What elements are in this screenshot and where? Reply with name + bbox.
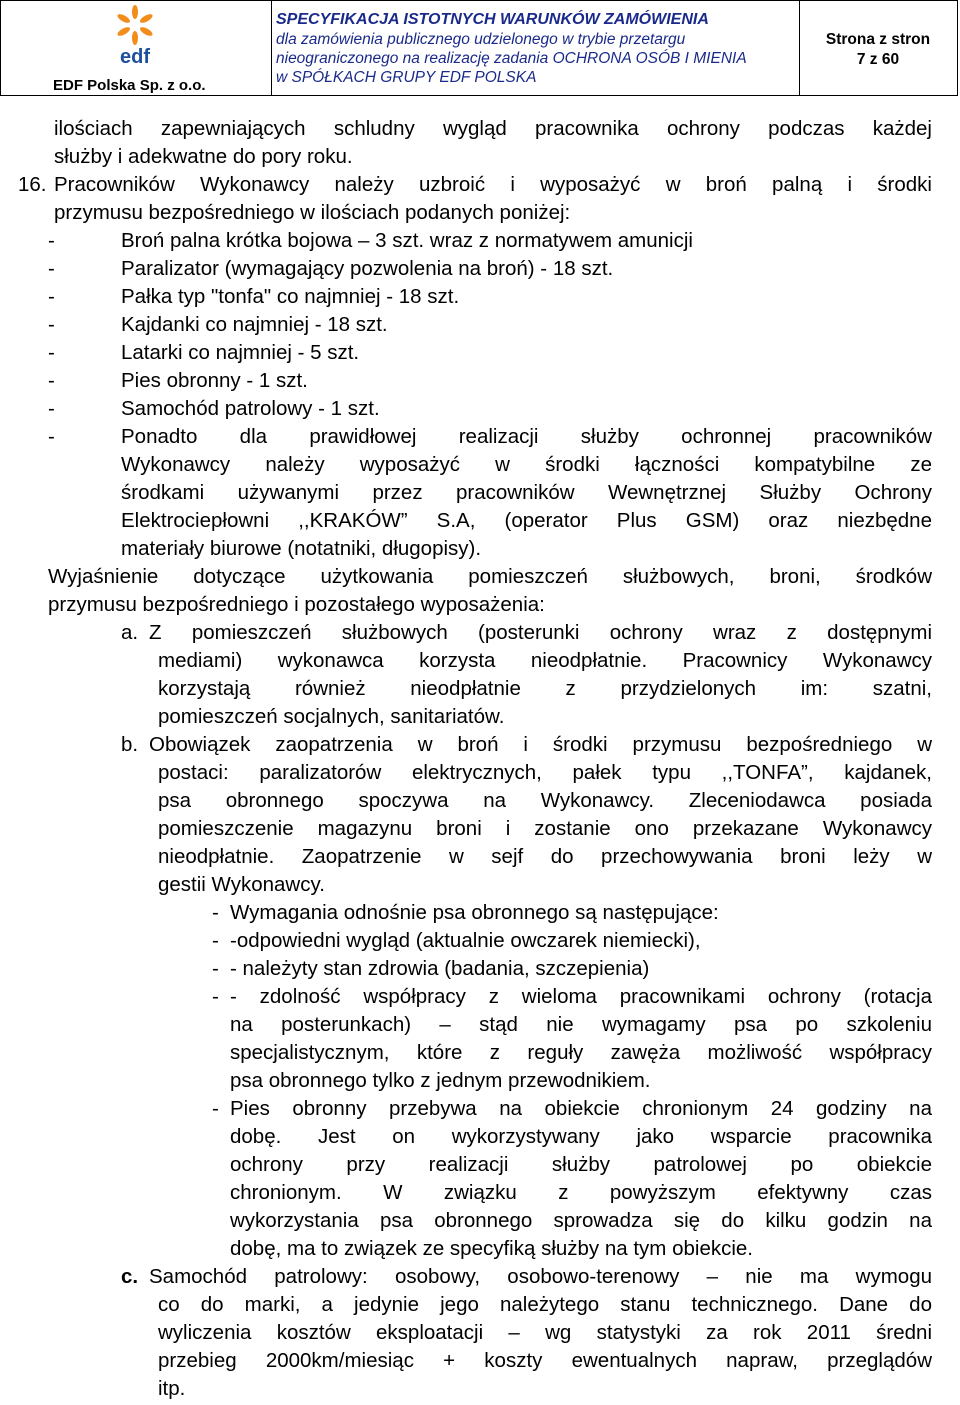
list-dash: - bbox=[48, 425, 55, 448]
list-dash: - bbox=[212, 929, 219, 952]
list-item: Latarki co najmniej - 5 szt. bbox=[121, 341, 360, 364]
spec-subtitle-line: dla zamówienia publicznego udzielonego w trybie przetargu bbox=[276, 31, 686, 48]
page-number: 7 z 60 bbox=[856, 51, 900, 68]
text-line: środkami używanymi przez pracowników Wewnętrznej Służby Ochrony bbox=[121, 481, 932, 504]
list-dash: - bbox=[48, 313, 55, 336]
spec-subtitle-line: nieograniczonego na realizację zadania OCHRONA OSÓB I MIENIA bbox=[276, 50, 747, 67]
text-line: Pracowników Wykonawcy należy uzbroić i wyposażyć w broń palną i środki bbox=[54, 173, 932, 196]
text-line: Samochód patrolowy: osobowy, osobowo-terenowy – nie ma wymogu bbox=[149, 1265, 932, 1288]
list-dash: - bbox=[212, 985, 219, 1008]
text-line: Wyjaśnienie dotyczące użytkowania pomieszczeń służbowych, broni, środków bbox=[48, 565, 932, 588]
text-line: wyliczenia kosztów eksploatacji – wg statystyki za rok 2011 średni bbox=[158, 1321, 932, 1344]
list-item: Paralizator (wymagający pozwolenia na broń) - 18 szt. bbox=[121, 257, 614, 280]
list-item: Broń palna krótka bojowa – 3 szt. wraz z normatywem amunicji bbox=[121, 229, 693, 252]
list-item: Samochód patrolowy - 1 szt. bbox=[121, 397, 380, 420]
list-dash: - bbox=[212, 1097, 219, 1120]
text-line: Z pomieszczeń służbowych (posterunki ochrony wraz z dostępnymi bbox=[149, 621, 932, 644]
text-line: ilościach zapewniających schludny wygląd pracownika ochrony podczas każdej bbox=[54, 117, 932, 140]
edf-logo bbox=[111, 5, 159, 67]
page-label: Strona z stron bbox=[825, 31, 931, 48]
text-line: psa obronnego tylko z jednym przewodnikiem. bbox=[230, 1069, 651, 1092]
item-label: a. bbox=[121, 621, 139, 644]
text-line: co do marki, a jedynie jego należytego stanu technicznego. Dane do bbox=[158, 1293, 932, 1316]
list-item: Kajdanki co najmniej - 18 szt. bbox=[121, 313, 388, 336]
header-logo-cell bbox=[1, 1, 272, 95]
text-line: materiały biurowe (notatniki, długopisy). bbox=[121, 537, 482, 560]
text-line: -odpowiedni wygląd (aktualnie owczarek niemiecki), bbox=[230, 929, 701, 952]
list-dash: - bbox=[48, 369, 55, 392]
text-line: przebieg 2000km/miesiąc + koszty ewentualnych napraw, przeglądów bbox=[158, 1349, 932, 1372]
paragraph-number: 16. bbox=[18, 173, 47, 196]
text-line: Wykonawcy należy wyposażyć w środki łączności kompatybilne ze bbox=[121, 453, 932, 476]
text-line: dobę. Jest on wykorzystywany jako wsparcie pracownika bbox=[230, 1125, 932, 1148]
text-line: specjalistycznym, które z reguły zawęża możliwość współpracy bbox=[230, 1041, 932, 1064]
item-label: b. bbox=[121, 733, 139, 756]
text-line: mediami) wykonawca korzysta nieodpłatnie. Pracownicy Wykonawcy bbox=[158, 649, 932, 672]
text-line: Ponadto dla prawidłowej realizacji służby ochronnej pracowników bbox=[121, 425, 932, 448]
text-line: Pies obronny przebywa na obiekcie chronionym 24 godziny na bbox=[230, 1097, 932, 1120]
text-line: chronionym. W związku z powyższym efektywny czas bbox=[230, 1181, 932, 1204]
text-line: Elektrociepłowni ,,KRAKÓW” S.A, (operator Plus GSM) oraz niezbędne bbox=[121, 509, 932, 532]
page-header bbox=[0, 0, 958, 96]
header-title-cell bbox=[271, 1, 800, 95]
text-line: nieodpłatnie. Zaopatrzenie w sejf do przechowywania broni leży w bbox=[158, 845, 932, 868]
list-item: Pałka typ "tonfa" co najmniej - 18 szt. bbox=[121, 285, 460, 308]
list-dash: - bbox=[48, 229, 55, 252]
text-line: dobę, ma to związek ze specyfiką służby na tym obiekcie. bbox=[230, 1237, 753, 1260]
text-line: psa obronnego spoczywa na Wykonawcy. Zleceniodawca posiada bbox=[158, 789, 932, 812]
text-line: ochrony przy realizacji służby patrolowej po obiekcie bbox=[230, 1153, 932, 1176]
text-line: gestii Wykonawcy. bbox=[158, 873, 325, 896]
text-line: wykorzystania psa obronnego sprowadza się do kilku godzin na bbox=[230, 1209, 932, 1232]
spec-title: SPECYFIKACJA ISTOTNYCH WARUNKÓW ZAMÓWIENIA bbox=[276, 11, 709, 28]
list-item: Pies obronny - 1 szt. bbox=[121, 369, 308, 392]
text-line: przymusu bezpośredniego i pozostałego wyposażenia: bbox=[48, 593, 545, 616]
text-line: pomieszczenie magazynu broni i zostanie ono przekazane Wykonawcy bbox=[158, 817, 932, 840]
list-dash: - bbox=[48, 397, 55, 420]
list-dash: - bbox=[212, 901, 219, 924]
text-line: - zdolność współpracy z wieloma pracownikami ochrony (rotacja bbox=[230, 985, 932, 1008]
svg-text:edf: edf bbox=[120, 46, 150, 67]
spec-subtitle-line: w SPÓŁKACH GRUPY EDF POLSKA bbox=[276, 69, 537, 86]
text-line: - należyty stan zdrowia (badania, szczepienia) bbox=[230, 957, 650, 980]
text-line: przymusu bezpośredniego w ilościach podanych poniżej: bbox=[54, 201, 571, 224]
text-line: na posterunkach) – stąd nie wymagamy psa po szkoleniu bbox=[230, 1013, 932, 1036]
item-label: c. bbox=[121, 1265, 139, 1288]
text-line: pomieszczeń socjalnych, sanitariatów. bbox=[158, 705, 505, 728]
text-line: Wymagania odnośnie psa obronnego są następujące: bbox=[230, 901, 719, 924]
text-line: służby i adekwatne do pory roku. bbox=[54, 145, 353, 168]
company-name: EDF Polska Sp. z o.o. bbox=[53, 77, 206, 94]
text-line: Obowiązek zaopatrzenia w broń i środki przymusu bezpośredniego w bbox=[149, 733, 932, 756]
list-dash: - bbox=[48, 257, 55, 280]
text-line: korzystają również nieodpłatnie z przydzielonych im: szatni, bbox=[158, 677, 932, 700]
list-dash: - bbox=[48, 285, 55, 308]
list-dash: - bbox=[48, 341, 55, 364]
text-line: itp. bbox=[158, 1377, 186, 1400]
text-line: postaci: paralizatorów elektrycznych, pałek typu ,,TONFA”, kajdanek, bbox=[158, 761, 932, 784]
header-page-cell bbox=[799, 1, 957, 95]
list-dash: - bbox=[212, 957, 219, 980]
